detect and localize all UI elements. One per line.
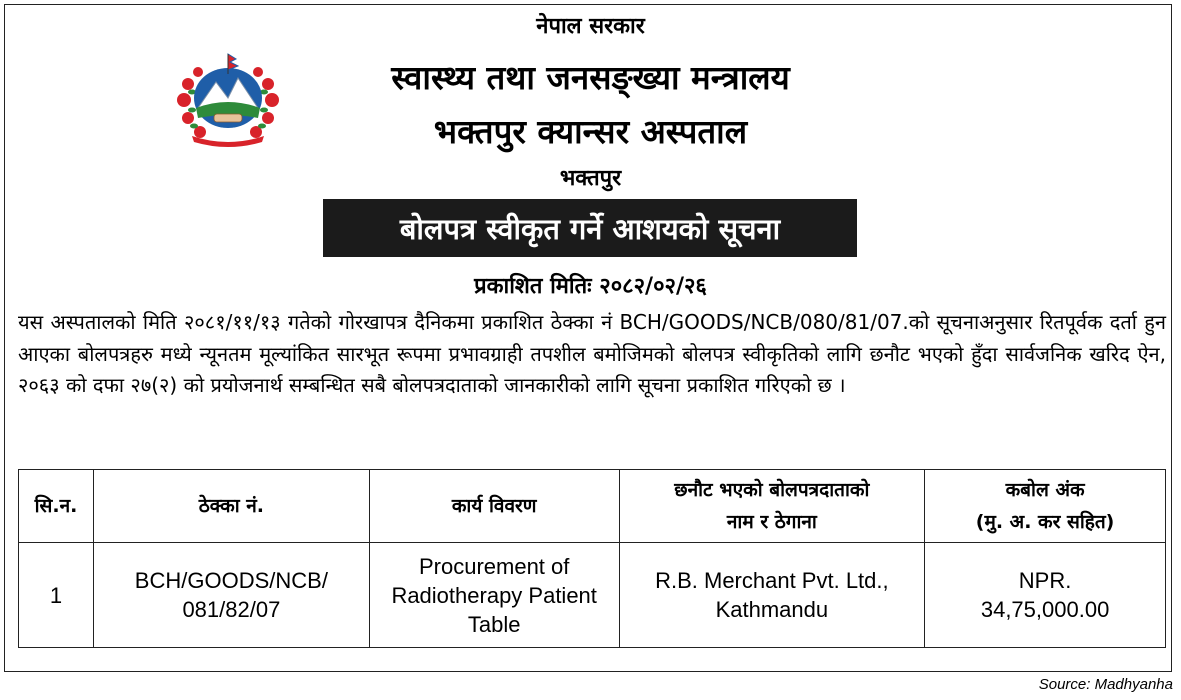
cell-contract [93, 543, 369, 648]
header-amount [925, 470, 1166, 543]
table-header-row [19, 470, 1166, 543]
header-sn: सि.न. [19, 470, 94, 543]
header-contract: ठेक्का नं. [93, 470, 369, 543]
cell-bidder [619, 543, 925, 648]
cell-amount [925, 543, 1166, 648]
cell-contract-line2: 081/82/07 [182, 597, 281, 622]
cell-amount-line1: NPR. [1018, 568, 1072, 593]
header-amount-line2: (मु. अ. कर सहित) [975, 511, 1115, 533]
cell-contract-line1: BCH/GOODS/NCB/ [134, 568, 328, 593]
table-row [19, 543, 1166, 648]
header-bidder-line1: छनौट भएको बोलपत्रदाताको [674, 479, 870, 501]
cell-sn: 1 [19, 543, 94, 648]
header-amount-line1: कबोल अंक [1005, 479, 1085, 501]
notice-body: यस अस्पतालको मिति २०८१/११/१३ गतेको गोरखापत्र दैनिकमा प्रकाशित ठेक्का नं BCH/GOODS/NCB/080/81/07.को सूचनाअनुसार रितपूर्वक दर्ता हुन आएका बोलपत्रहरु मध्ये न्यूनतम मूल्यांकित सारभूत रूपमा प्रभावग्राही तपशील बमोजिमको बोलपत्र स्वीकृतिको लागि छनौट भएको हुँदा सार्वजनिक खरिद ऐन, २०६३ को दफा २७(२) को प्रयोजनार्थ सम्बन्धित सबै बोलपत्रदाताको जानकारीको लागि सूचना प्रकाशित गरिएको छ । [18, 310, 1166, 397]
cell-bidder-line1: R.B. Merchant Pvt. Ltd., [655, 568, 889, 593]
hospital-name: भक्तपुर क्यान्सर अस्पताल [433, 112, 748, 151]
source-credit: Source: Madhyanha [1038, 676, 1173, 693]
header-bidder [619, 470, 925, 543]
ministry-name: स्वास्थ्य तथा जनसङ्ख्या मन्त्रालय [391, 58, 790, 97]
cell-work-line3: Table [467, 611, 521, 637]
header-work: कार्य विवरण [369, 470, 619, 543]
published-date: प्रकाशित मितिः २०८२/०२/२६ [474, 274, 707, 299]
cell-amount-line2: 34,75,000.00 [980, 597, 1110, 622]
hospital-location: भक्तपुर [559, 166, 622, 191]
cell-work-line1: Procurement of [418, 553, 570, 579]
award-table [18, 469, 1166, 648]
government-name: नेपाल सरकार [536, 14, 645, 39]
cell-bidder-line2: Kathmandu [715, 597, 829, 622]
header-bidder-line2: नाम र ठेगाना [726, 511, 817, 533]
notice-title: बोलपत्र स्वीकृत गर्ने आशयको सूचना [323, 199, 857, 257]
cell-work-line2: Radiotherapy Patient [391, 582, 597, 608]
cell-work [369, 543, 619, 648]
